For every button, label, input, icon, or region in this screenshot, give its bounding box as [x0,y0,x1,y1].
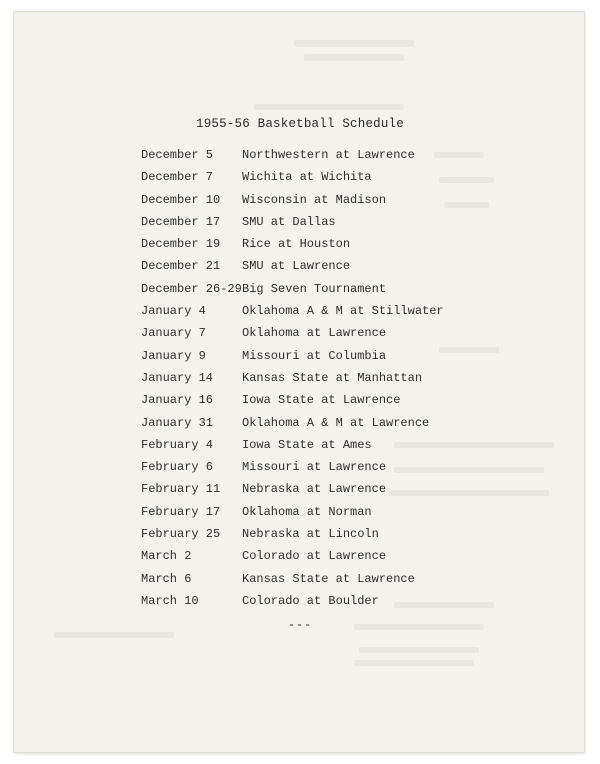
bleed-through-mark [304,54,404,61]
game-date: December 5 [141,148,214,162]
schedule-row [0,282,600,304]
schedule-row [0,215,600,237]
game-matchup: Colorado at Boulder [242,593,379,608]
game-matchup: Iowa State at Ames [242,437,372,452]
game-date: December 10 [141,192,221,207]
game-date: March 2 [141,549,192,564]
game-matchup: Wichita at Wichita [242,170,372,185]
bleed-through-mark [54,632,174,638]
schedule-list [0,148,600,616]
game-date: January 9 [141,348,206,363]
game-date: January 14 [141,370,214,385]
schedule-row [0,371,600,393]
game-date: March 6 [141,571,192,586]
schedule-row [0,170,600,192]
game-matchup: Iowa State at Lawrence [242,393,401,408]
bleed-through-mark [294,40,414,47]
bleed-through-mark [254,104,404,110]
schedule-row [0,259,600,281]
game-matchup: Colorado at Lawrence [242,549,387,564]
game-date: February 25 [141,527,221,542]
bleed-through-mark [359,647,479,653]
game-date: February 17 [141,504,221,519]
game-date: January 4 [141,304,206,319]
game-matchup: Oklahoma at Lawrence [242,326,387,341]
schedule-row [0,416,600,438]
schedule-row [0,482,600,504]
game-matchup: Kansas State at Manhattan [242,370,423,385]
game-matchup: Wisconsin at Madison [242,192,387,207]
page-title: 1955-56 Basketball Schedule [196,117,404,131]
game-matchup: Oklahoma A & M at Lawrence [242,415,430,430]
game-date: March 10 [141,593,199,608]
schedule-row [0,572,600,594]
schedule-row [0,505,600,527]
game-date: February 11 [141,482,221,497]
end-divider: --- [287,618,313,632]
schedule-row [0,148,600,170]
game-date: December 17 [141,214,221,229]
game-date: December 19 [141,237,221,252]
bleed-through-mark [354,660,474,666]
game-date: January 16 [141,393,214,408]
schedule-row [0,193,600,215]
schedule-row [0,326,600,348]
schedule-row [0,549,600,571]
game-date: January 7 [141,326,206,341]
game-matchup: Nebraska at Lawrence [242,482,387,497]
game-matchup: Missouri at Columbia [242,348,387,363]
game-date: January 31 [141,415,214,430]
game-matchup: Kansas State at Lawrence [242,571,415,586]
game-matchup: SMU at Dallas [242,214,336,229]
game-date: December 7 [141,170,214,185]
game-matchup: Northwestern at Lawrence [242,148,415,162]
schedule-row [0,594,600,616]
game-matchup: Oklahoma at Norman [242,504,372,519]
game-matchup: Nebraska at Lincoln [242,527,379,542]
schedule-row [0,304,600,326]
game-date: December 21 [141,259,221,274]
schedule-row [0,393,600,415]
schedule-row [0,460,600,482]
game-date: February 4 [141,437,214,452]
game-matchup: Big Seven Tournament [242,281,387,296]
game-date: December 26-29 [141,281,242,296]
schedule-row [0,349,600,371]
schedule-row [0,438,600,460]
game-matchup: Rice at Houston [242,237,351,252]
game-matchup: Missouri at Lawrence [242,460,387,475]
game-matchup: SMU at Lawrence [242,259,351,274]
game-matchup: Oklahoma A & M at Stillwater [242,304,444,319]
schedule-row [0,237,600,259]
game-date: February 6 [141,460,214,475]
schedule-row [0,527,600,549]
